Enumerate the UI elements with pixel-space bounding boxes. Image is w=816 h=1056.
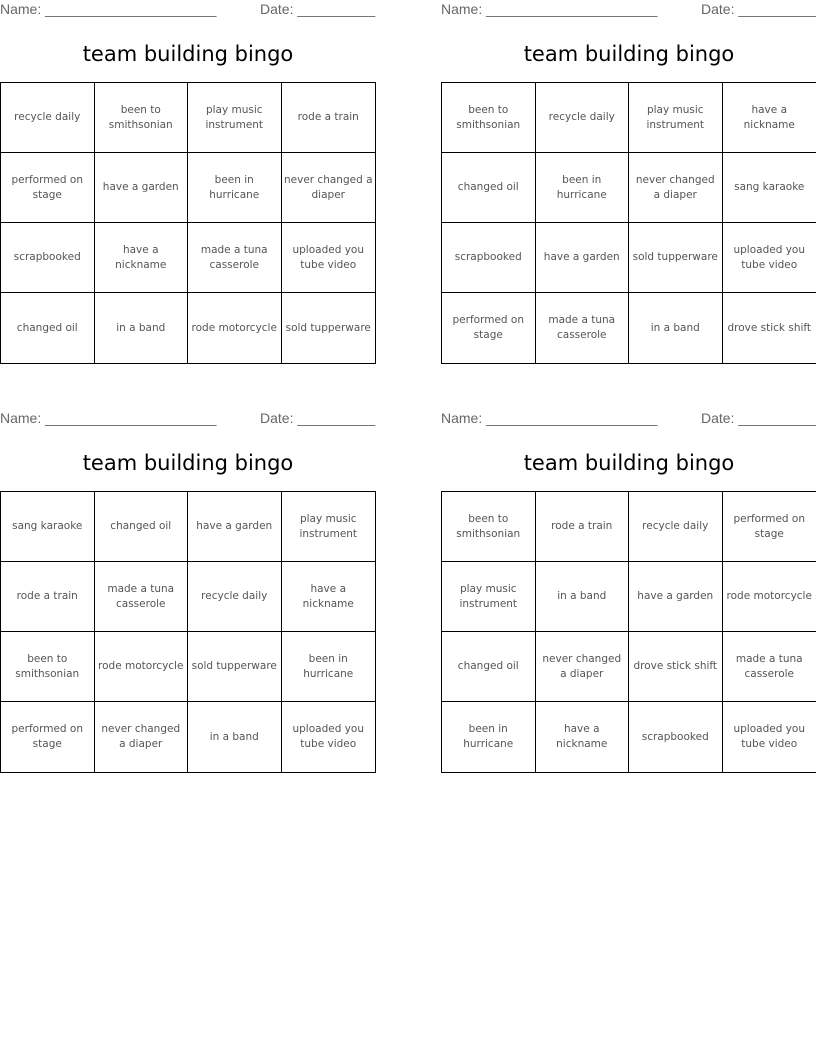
bingo-cell[interactable]: never changed a diaper xyxy=(282,153,376,223)
name-field[interactable]: Name: ______________________ xyxy=(441,410,658,426)
date-field[interactable]: Date: __________ xyxy=(701,410,816,426)
bingo-cell[interactable]: sold tupperware xyxy=(285,321,371,334)
bingo-cell[interactable]: never changed a diaper xyxy=(629,153,723,223)
bingo-cell[interactable]: sang karaoke xyxy=(1,492,95,562)
bingo-cell[interactable]: have a nickname xyxy=(282,562,376,632)
card-title: team building bingo xyxy=(523,42,735,66)
bingo-cell[interactable]: rode a train xyxy=(1,562,95,632)
name-field[interactable]: Name: ______________________ xyxy=(441,1,658,17)
bingo-cell[interactable]: recycle daily xyxy=(188,562,282,632)
bingo-cell[interactable]: made a tuna casserole xyxy=(188,223,282,293)
bingo-cell[interactable]: sold tupperware xyxy=(188,632,282,702)
bingo-cell[interactable]: rode motorcycle xyxy=(95,632,189,702)
bingo-cell[interactable]: in a band xyxy=(629,293,723,363)
date-field[interactable]: Date: __________ xyxy=(260,1,376,17)
bingo-cell[interactable]: play music instrument xyxy=(282,492,376,562)
bingo-cell[interactable]: in a band xyxy=(95,293,189,363)
bingo-cell[interactable]: rode motorcycle xyxy=(723,562,816,632)
card-header xyxy=(0,1,376,21)
bingo-cell[interactable]: made a tuna casserole xyxy=(536,293,630,363)
bingo-cell[interactable]: have a nickname xyxy=(723,83,816,153)
bingo-cell[interactable]: have a garden xyxy=(629,562,723,632)
bingo-cell[interactable]: scrapbooked xyxy=(1,223,95,293)
bingo-cell[interactable]: recycle daily xyxy=(536,83,630,153)
bingo-cell[interactable]: been in hurricane xyxy=(442,702,536,772)
bingo-cell[interactable]: changed oil xyxy=(95,492,189,562)
card-header xyxy=(0,410,376,430)
bingo-cell[interactable]: have a nickname xyxy=(95,223,189,293)
card-title: team building bingo xyxy=(523,451,735,475)
bingo-cell[interactable]: been in hurricane xyxy=(282,632,376,702)
bingo-cell[interactable]: changed oil xyxy=(1,293,95,363)
bingo-cell[interactable]: been to smithsonian xyxy=(442,492,536,562)
bingo-cell[interactable]: rode a train xyxy=(536,492,630,562)
bingo-cell[interactable]: been to smithsonian xyxy=(442,83,536,153)
bingo-cell[interactable]: in a band xyxy=(536,562,630,632)
bingo-cell[interactable]: never changed a diaper xyxy=(536,632,630,702)
bingo-cell[interactable]: have a garden xyxy=(188,492,282,562)
bingo-cell[interactable]: performed on stage xyxy=(1,702,95,772)
bingo-cell[interactable]: rode motorcycle xyxy=(188,293,282,363)
bingo-cell[interactable]: scrapbooked xyxy=(629,702,723,772)
bingo-cell[interactable]: uploaded you tube video xyxy=(723,223,816,293)
bingo-cell[interactable]: have a garden xyxy=(536,223,630,293)
bingo-cell[interactable]: performed on stage xyxy=(442,293,536,363)
bingo-cell[interactable]: uploaded you tube video xyxy=(292,723,365,750)
card-header xyxy=(441,1,816,21)
bingo-cell[interactable]: been in hurricane xyxy=(188,153,282,223)
bingo-cell[interactable]: performed on stage xyxy=(1,153,95,223)
bingo-cell[interactable]: recycle daily xyxy=(1,83,95,153)
bingo-grid xyxy=(441,82,816,364)
bingo-grid xyxy=(0,491,376,773)
bingo-cell[interactable]: been to smithsonian xyxy=(95,83,189,153)
bingo-cell[interactable]: been in hurricane xyxy=(536,153,630,223)
bingo-cell[interactable]: have a nickname xyxy=(536,702,630,772)
bingo-cell[interactable]: performed on stage xyxy=(723,492,816,562)
card-title: team building bingo xyxy=(82,451,294,475)
bingo-cell[interactable]: never changed a diaper xyxy=(95,702,189,772)
bingo-cell[interactable]: been to smithsonian xyxy=(1,632,95,702)
bingo-cell[interactable]: play music instrument xyxy=(629,83,723,153)
name-field[interactable]: Name: ______________________ xyxy=(0,1,217,17)
bingo-cell[interactable]: play music instrument xyxy=(188,83,282,153)
bingo-cell[interactable]: changed oil xyxy=(442,153,536,223)
bingo-cell[interactable]: play music instrument xyxy=(442,562,536,632)
date-field[interactable]: Date: __________ xyxy=(260,410,376,426)
bingo-cell[interactable]: drove stick shift xyxy=(629,632,723,702)
bingo-cell[interactable]: sang karaoke xyxy=(723,153,816,223)
bingo-cell[interactable]: made a tuna casserole xyxy=(723,632,816,702)
bingo-cell[interactable]: made a tuna casserole xyxy=(95,562,189,632)
name-field[interactable]: Name: ______________________ xyxy=(0,410,217,426)
date-field[interactable]: Date: __________ xyxy=(701,1,816,17)
bingo-cell[interactable]: drove stick shift xyxy=(727,321,812,334)
bingo-cell[interactable]: uploaded you tube video xyxy=(282,223,376,293)
bingo-cell[interactable]: rode a train xyxy=(282,83,376,153)
card-header xyxy=(441,410,816,430)
bingo-grid xyxy=(0,82,376,364)
bingo-cell[interactable]: have a garden xyxy=(95,153,189,223)
bingo-grid xyxy=(441,491,816,773)
bingo-cell[interactable]: sold tupperware xyxy=(629,223,723,293)
bingo-cell[interactable]: scrapbooked xyxy=(442,223,536,293)
card-title: team building bingo xyxy=(82,42,294,66)
bingo-cell[interactable]: in a band xyxy=(188,702,282,772)
bingo-cell[interactable]: uploaded you tube video xyxy=(733,723,806,750)
bingo-cell[interactable]: changed oil xyxy=(442,632,536,702)
bingo-cell[interactable]: recycle daily xyxy=(629,492,723,562)
